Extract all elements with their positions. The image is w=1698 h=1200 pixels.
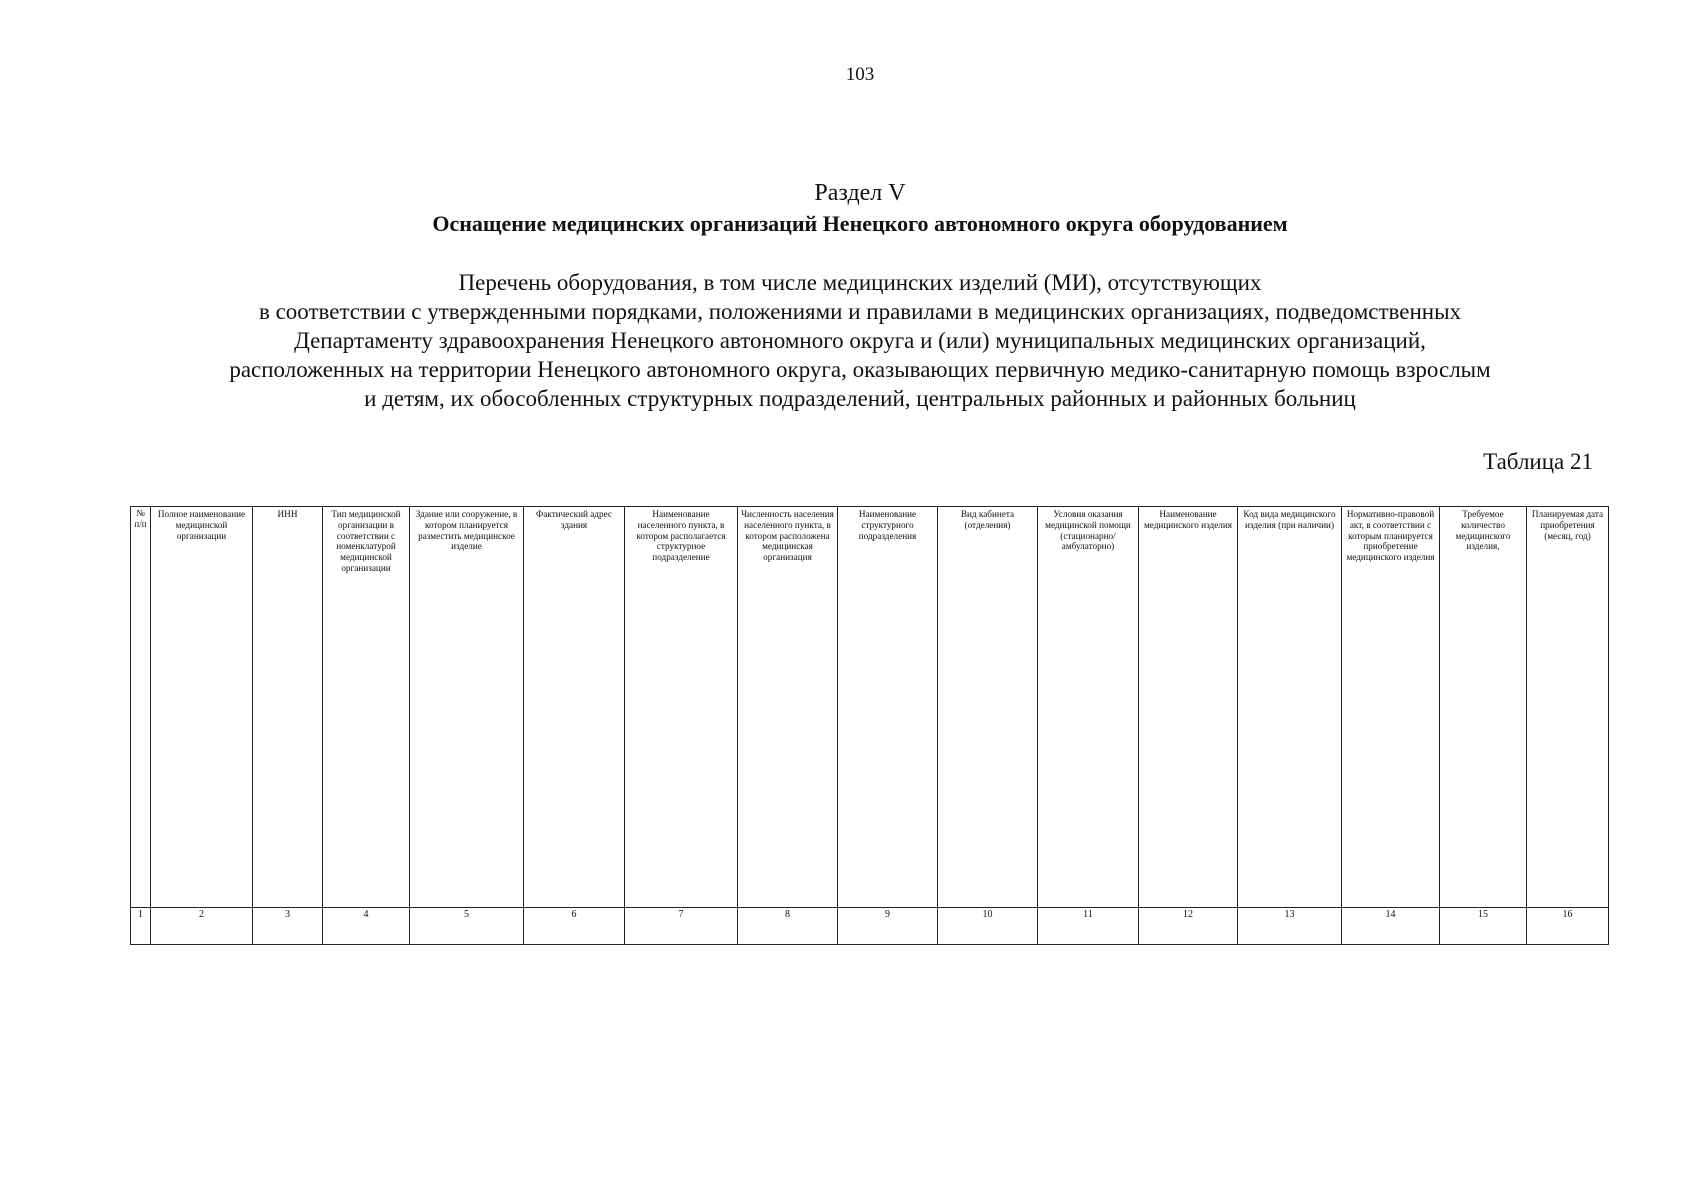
equipment-table <box>130 506 1609 945</box>
table-header-row <box>131 507 1609 908</box>
column-number: 2 <box>151 908 253 945</box>
column-number: 8 <box>738 908 838 945</box>
column-header: Тип медицинской организации в соответствии с номенклатурой медицинской организации <box>323 507 410 908</box>
column-header: Полное наименование медицинской организации <box>151 507 253 908</box>
column-number: 16 <box>1527 908 1609 945</box>
column-header: Нормативно-правовой акт, в соответствии с которым планируется приобретение медицинского изделия <box>1342 507 1440 908</box>
column-number: 6 <box>524 908 625 945</box>
column-number: 12 <box>1139 908 1238 945</box>
column-number: 13 <box>1238 908 1342 945</box>
column-header: Здание или сооружение, в котором планируется разместить медицинское изделие <box>410 507 524 908</box>
column-number: 5 <box>410 908 524 945</box>
column-number: 4 <box>323 908 410 945</box>
column-header: Наименование медицинского изделия <box>1139 507 1238 908</box>
intro-paragraph <box>120 268 1600 413</box>
column-number: 15 <box>1440 908 1527 945</box>
column-header: Код вида медицинского изделия (при наличии) <box>1238 507 1342 908</box>
column-number: 1 <box>131 908 151 945</box>
column-header: № п/п <box>131 507 151 908</box>
column-header: Фактический адрес здания <box>524 507 625 908</box>
column-header: ИНН <box>253 507 323 908</box>
column-header: Численность населения населенного пункта, в котором расположена медицинская организация <box>738 507 838 908</box>
column-header: Наименование структурного подразделения <box>838 507 938 908</box>
column-number: 7 <box>625 908 738 945</box>
intro-line: в соответствии с утвержденными порядками, положениями и правилами в медицинских организациях, подведомственных <box>258 299 1462 324</box>
intro-line: Департаменту здравоохранения Ненецкого автономного округа и (или) муниципальных медицинских организаций, <box>294 328 1426 353</box>
section-subtitle: Оснащение медицинских организаций Ненецкого автономного округа оборудованием <box>432 211 1288 236</box>
intro-line: Перечень оборудования, в том числе медицинских изделий (МИ), отсутствующих <box>458 270 1262 295</box>
column-number: 14 <box>1342 908 1440 945</box>
section-title: Раздел V <box>814 180 906 206</box>
table-label: Таблица 21 <box>1483 449 1593 474</box>
column-header: Наименование населенного пункта, в котором располагается структурное подразделение <box>625 507 738 908</box>
column-header: Условия оказания медицинской помощи (стационарно/ амбулаторно) <box>1038 507 1139 908</box>
column-header: Вид кабинета (отделения) <box>938 507 1038 908</box>
column-number: 11 <box>1038 908 1139 945</box>
column-number: 3 <box>253 908 323 945</box>
intro-line: расположенных на территории Ненецкого автономного округа, оказывающих первичную медико-санитарную помощь взрослым <box>229 357 1491 382</box>
intro-line: и детям, их обособленных структурных подразделений, центральных районных и районных больниц <box>364 386 1356 411</box>
column-number: 9 <box>838 908 938 945</box>
column-header: Планируемая дата приобретения (месяц, год) <box>1527 507 1609 908</box>
column-number: 10 <box>938 908 1038 945</box>
column-number-row <box>131 908 1609 945</box>
column-header: Требуемое количество медицинского изделия, <box>1440 507 1527 908</box>
page-number: 103 <box>845 64 875 85</box>
